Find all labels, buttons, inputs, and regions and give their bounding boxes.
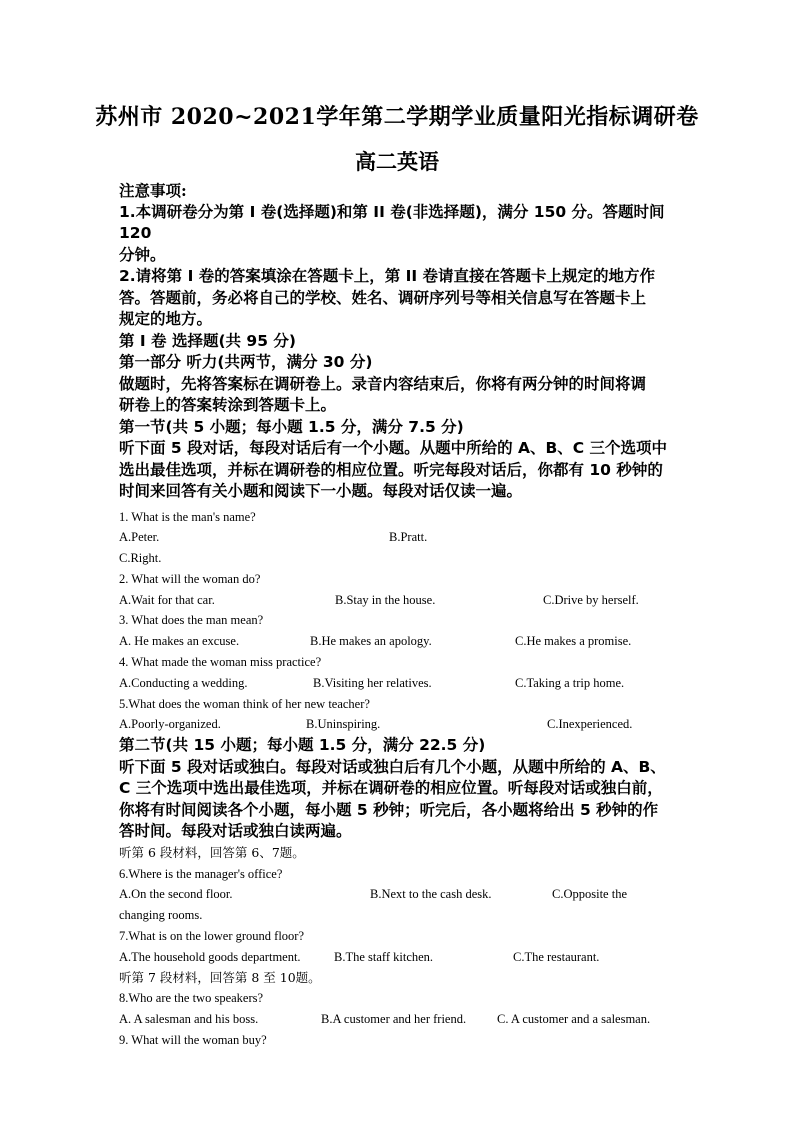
question-3: 3. What does the man mean? <box>119 613 264 628</box>
option-c: C.Inexperienced. <box>547 717 633 732</box>
section1-heading: 第一节(共 5 小题；每小题 1.5 分，满分 7.5 分) <box>119 417 464 436</box>
section2-instruction-line4: 答时间。每段对话或独白读两遍。 <box>119 822 352 841</box>
volume1-heading: 第 I 卷 选择题(共 95 分) <box>119 331 296 350</box>
option-a: A.The household goods department. <box>119 949 301 964</box>
notes-item1-line2: 分钟。 <box>119 245 166 264</box>
option-b: B.Pratt. <box>389 530 428 545</box>
question-6: 6.Where is the manager's office? <box>119 866 283 881</box>
question-3-options <box>119 631 679 652</box>
notes-item2-line3: 规定的地方。 <box>119 310 213 328</box>
option-b: B.He makes an apology. <box>310 634 432 649</box>
section1-instruction-line3: 时间来回答有关小题和阅读下一小题。每段对话仅读一遍。 <box>119 482 523 500</box>
question-9: 9. What will the woman buy? <box>119 1032 267 1047</box>
option-a: A. A salesman and his boss. <box>119 1012 259 1027</box>
option-b: B.Uninspiring. <box>306 717 381 732</box>
section2-heading: 第二节(共 15 小题；每小题 1.5 分，满分 22.5 分) <box>119 736 486 755</box>
option-c: C. A customer and a salesman. <box>497 1012 651 1027</box>
option-b: B.The staff kitchen. <box>334 949 434 964</box>
notes-item2-line1: 2.请将第 I 卷的答案填涂在答题卡上，第 II 卷请直接在答题卡上规定的地方作 <box>119 267 656 285</box>
option-b: B.Visiting her relatives. <box>313 675 432 690</box>
section1-instruction-line2: 选出最佳选项，并标在调研卷的相应位置。听完每段对话后，你都有 10 秒钟的 <box>119 460 663 479</box>
section2-instruction-line3: 你将有时间阅读各个小题，每小题 5 秒钟；听完后，各小题将给出 5 秒钟的作 <box>119 800 659 819</box>
section2-instruction-line2: C 三个选项中选出最佳选项，并标在调研卷的相应位置。听每段对话或独白前， <box>119 779 663 798</box>
option-c: C.Drive by herself. <box>543 592 639 607</box>
notes-item1-line1: 1.本调研卷分为第 I 卷(选择题)和第 II 卷(非选择题)，满分 150 分。答题时间 120 <box>119 202 665 242</box>
option-b: B.Next to the cash desk. <box>370 887 492 902</box>
question-7-options <box>119 947 679 968</box>
notes-heading: 注意事项: <box>119 181 187 200</box>
option-c: C.He makes a promise. <box>515 634 632 649</box>
option-a: A.On the second floor. <box>119 887 233 902</box>
option-b: B.Stay in the house. <box>335 592 436 607</box>
part1-instruction-line1: 做题时，先将答案标在调研卷上。录音内容结束后，你将有两分钟的时间将调 <box>119 374 647 393</box>
question-4-options <box>119 673 679 694</box>
option-a: A.Peter. <box>119 530 160 545</box>
question-8-options <box>119 1009 679 1030</box>
notes-item2-line2: 答。答题前，务必将自己的学校、姓名、调研序列号等相关信息写在答题卡上 <box>119 288 647 307</box>
exam-content <box>119 180 679 1051</box>
option-a: A.Poorly-organized. <box>119 717 221 732</box>
option-c: C.Taking a trip home. <box>515 675 625 690</box>
part1-instruction-line2: 研卷上的答案转涂到答题卡上。 <box>119 396 337 414</box>
section1-instruction-line1: 听下面 5 段对话，每段对话后有一个小题。从题中所给的 A、B、C 三个选项中 <box>119 439 668 457</box>
option-a: A.Conducting a wedding. <box>119 675 248 690</box>
option-c-continuation: changing rooms. <box>119 908 203 923</box>
option-c: C.The restaurant. <box>513 949 600 964</box>
option-a: A.Wait for that car. <box>119 592 215 607</box>
question-2-options <box>119 590 679 611</box>
part1-heading: 第一部分 听力(共两节，满分 30 分) <box>119 353 373 371</box>
exam-subtitle: 高二英语 <box>355 149 439 174</box>
option-b: B.A customer and her friend. <box>321 1012 467 1027</box>
option-a: A. He makes an excuse. <box>119 634 240 649</box>
option-c: C.Opposite the <box>552 887 627 902</box>
section2-instruction-line1: 听下面 5 段对话或独白。每段对话或独白后有几个小题，从题中所给的 A、B、 <box>119 757 666 776</box>
option-c: C.Right. <box>119 551 162 566</box>
material-6-note: 听第 6 段材料，回答第 6、7题。 <box>119 844 305 860</box>
question-5: 5.What does the woman think of her new teacher? <box>119 696 370 711</box>
question-1-options <box>119 527 679 548</box>
question-5-options <box>119 714 679 735</box>
material-7-note: 听第 7 段材料，回答第 8 至 10题。 <box>119 969 321 985</box>
question-8: 8.Who are the two speakers? <box>119 991 264 1006</box>
question-7: 7.What is on the lower ground floor? <box>119 928 305 943</box>
exam-title: 苏州市 2020~2021学年第二学期学业质量阳光指标调研卷 <box>95 104 699 130</box>
question-6-options <box>119 884 679 905</box>
question-1: 1. What is the man's name? <box>119 509 256 524</box>
question-2: 2. What will the woman do? <box>119 571 261 586</box>
question-4: 4. What made the woman miss practice? <box>119 655 322 670</box>
